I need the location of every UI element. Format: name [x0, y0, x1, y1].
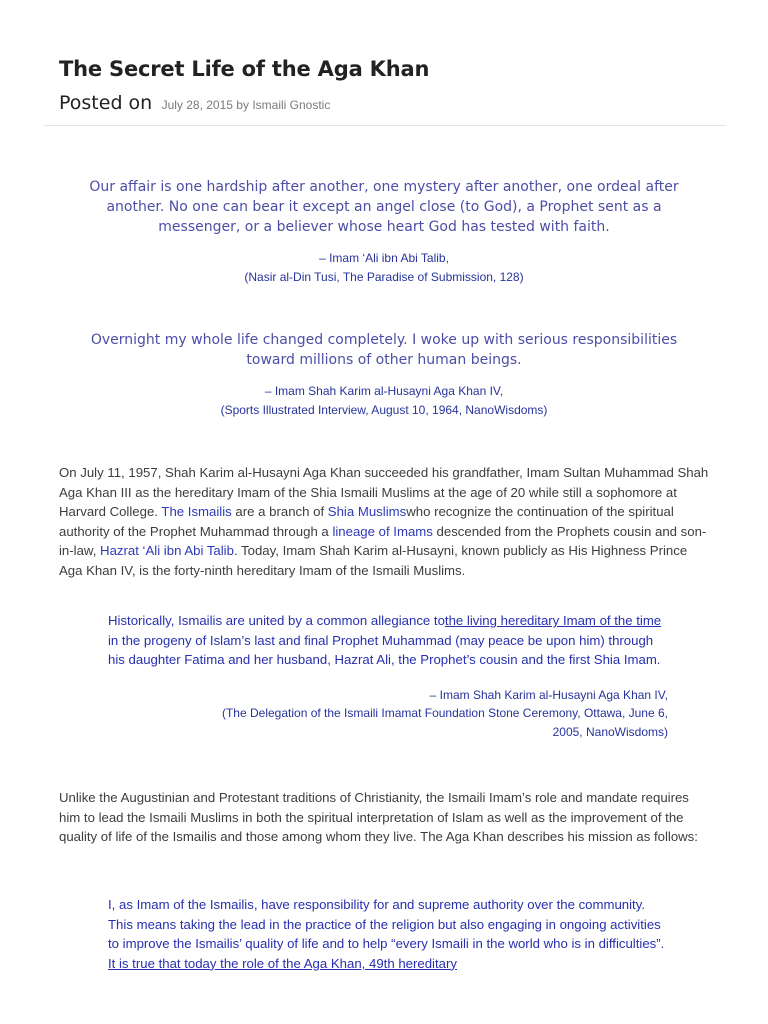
quote-ali-author: – Imam ‘Ali ibn Abi Talib, — [319, 251, 449, 265]
para-text: . Today, Imam Shah Karim al-Husayni, known publicly as His Highness Prince Aga Khan IV, is the forty-ninth hereditary Imam of the Ismaili Muslims. — [59, 543, 688, 578]
post-title: The Secret Life of the Aga Khan — [59, 57, 430, 81]
quote-text: in the progeny of Islam’s last and final Prophet Muhammad (may peace be upon him) through his daughter Fatima and her husband, Hazrat Ali, the Prophet’s cousin and the first Shia Imam. — [108, 632, 661, 668]
quote-text: I, as Imam of the Ismailis, have responsibility for and supreme authority over the community. This means taking the lead in the practice of the religion but also engaging in ongoing activities to improve the Ismailis’ quality of life and to help “every Ismaili in the world who is in difficulties”. — [108, 897, 665, 952]
mission-paragraph: Unlike the Augustinian and Protestant traditions of Christianity, the Ismaili Imam’s role and mandate requires him to lead the Ismaili Muslims in both the spiritual interpretation of Islam as well as the improvement of the quality of life of the Ismailis and those among whom they live. The Aga Khan describes his mission as follows: — [59, 790, 698, 845]
para-text: descended from the Prophets cousin and son-in-law, — [59, 523, 707, 559]
living-imam-link[interactable]: the living hereditary Imam of the time — [444, 613, 662, 628]
quote-1964-text: Overnight my whole life changed completely. I woke up with serious responsibilities toward millions of other human beings. — [90, 332, 678, 368]
by-label: by — [236, 98, 249, 112]
para-text: who recognize the continuation of the spiritual authority of the Prophet Muhammad through a — [59, 504, 674, 539]
quote-allegiance-author: – Imam Shah Karim al-Husayni Aga Khan IV, — [429, 687, 668, 702]
quote-allegiance-attribution — [108, 686, 668, 742]
post-meta — [59, 92, 729, 116]
quote-aga-khan-1964 — [84, 330, 684, 420]
lineage-of-imams-link[interactable]: lineage of Imams — [332, 523, 433, 539]
post-header — [59, 54, 729, 116]
quote-mission — [108, 895, 668, 973]
quote-allegiance-source-2: 2005, NanoWisdoms) — [552, 724, 668, 739]
hazrat-ali-link[interactable]: Hazrat ‘Ali ibn Abi Talib — [100, 543, 234, 559]
quote-allegiance — [108, 611, 668, 741]
author-link[interactable]: Ismaili Gnostic — [252, 98, 331, 112]
quote-ali-source: (Nasir al-Din Tusi, The Paradise of Submission, 128) — [244, 270, 524, 284]
role-of-aga-khan-link[interactable]: It is true that today the role of the Aga Khan, 49th hereditary — [108, 955, 457, 971]
quote-ali — [84, 177, 684, 287]
quote-allegiance-text — [108, 611, 668, 670]
ismailis-link[interactable]: The Ismailis — [161, 504, 232, 520]
shia-muslims-link[interactable]: Shia Muslims — [327, 504, 407, 520]
quote-allegiance-source-1: (The Delegation of the Ismaili Imamat Foundation Stone Ceremony, Ottawa, June 6, — [221, 706, 668, 721]
quote-1964-source: (Sports Illustrated Interview, August 10, 1964, NanoWisdoms) — [220, 403, 548, 417]
header-divider — [44, 125, 726, 126]
para-text: On July 11, 1957, Shah Karim al-Husayni Aga Khan succeeded his grandfather, Imam Sultan Muhammad Shah Aga Khan III as the hereditary Imam of the Shia Ismaili Muslims at the age of 20 while still a sophomore at Harvard College. — [59, 465, 709, 520]
quote-ali-text: Our affair is one hardship after another, one mystery after another, one ordeal after another. No one can bear it except an angel close (to God), a Prophet sent as a messenger, or a believer whose heart God has tested with faith. — [89, 179, 679, 235]
para-text: are a branch of — [231, 504, 328, 520]
intro-paragraph — [59, 463, 712, 581]
quote-1964-author: – Imam Shah Karim al-Husayni Aga Khan IV, — [264, 384, 504, 398]
post-date-link[interactable]: July 28, 2015 — [161, 98, 233, 112]
posted-on-label: Posted on — [59, 92, 153, 114]
quote-text: Historically, Ismailis are united by a common allegiance to — [108, 613, 445, 628]
